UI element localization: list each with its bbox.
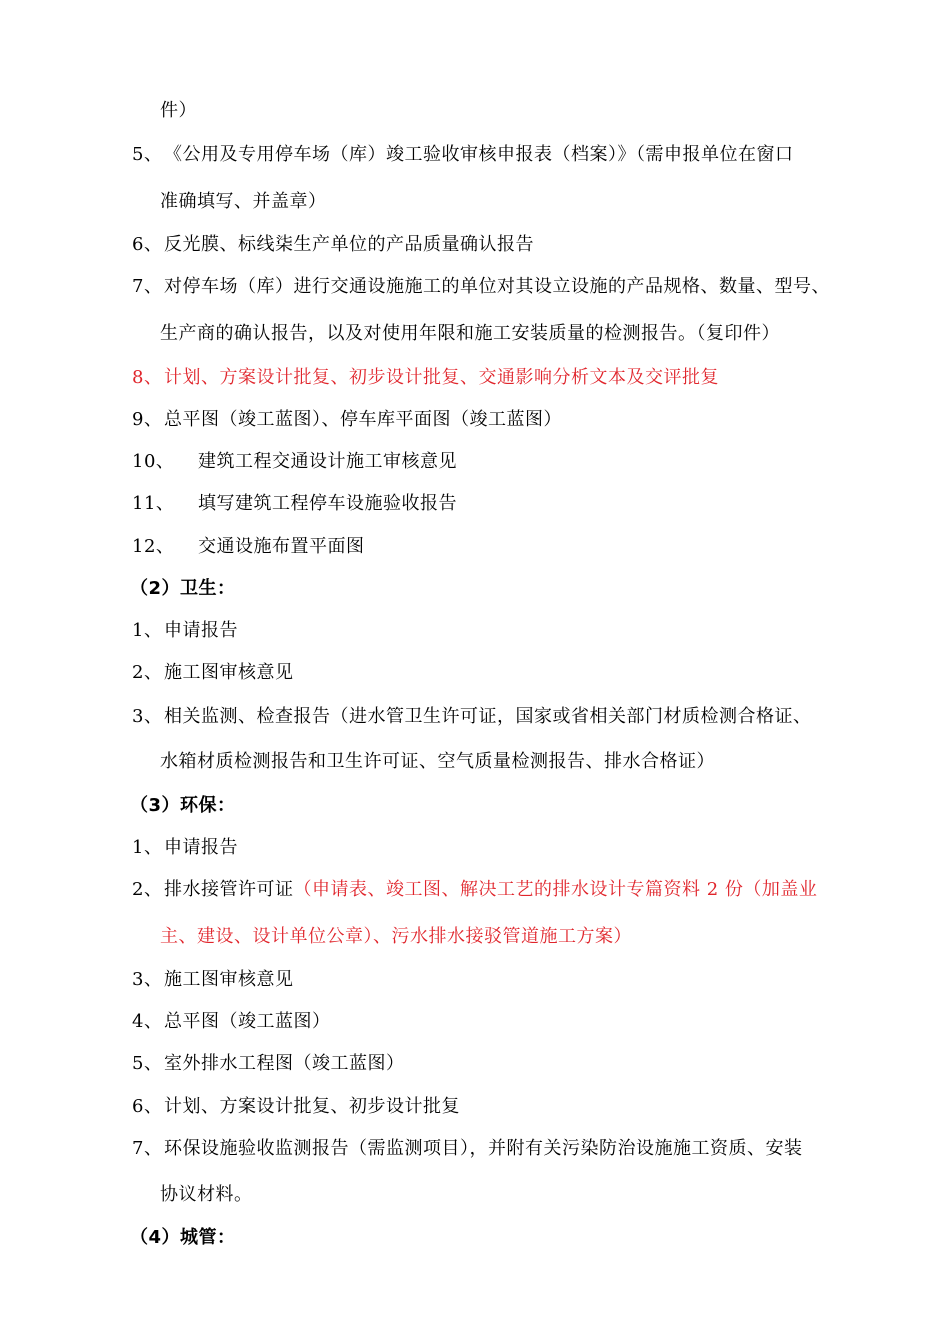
list-item-continuation (160, 190, 327, 214)
section-heading-environmental (130, 794, 236, 818)
list-item (132, 836, 238, 860)
item-note-highlighted: （申请表、竣工图、解决工艺的排水设计专篇资料 2 份（加盖业 (293, 879, 818, 900)
heading-text: （3）环保： (130, 795, 236, 816)
item-number: 12、 (132, 536, 175, 557)
list-item-continuation (160, 750, 715, 774)
item-number: 11、 (132, 493, 175, 514)
item-text: 建筑工程交通设计施工审核意见 (198, 451, 457, 472)
list-item (132, 661, 294, 685)
item-text: 总平图（竣工蓝图） (164, 1011, 331, 1032)
item-number: 3、 (132, 706, 163, 727)
item-text: 总平图（竣工蓝图）、停车库平面图（竣工蓝图） (164, 409, 562, 430)
heading-text: （2）卫生： (130, 578, 236, 599)
section-heading-health (130, 577, 236, 601)
list-item (132, 705, 812, 729)
item-number: 5、 (132, 144, 163, 165)
item-number: 5、 (132, 1053, 163, 1074)
list-item-continuation (160, 1183, 253, 1207)
item-number: 8、 (132, 367, 163, 388)
item-number: 6、 (132, 234, 163, 255)
item-text: 环保设施验收监测报告（需监测项目），并附有关污染防治设施施工资质、安装 (164, 1138, 803, 1159)
item-text: 室外排水工程图（竣工蓝图） (164, 1053, 405, 1074)
item-text: 《公用及专用停车场（库）竣工验收审核申报表（档案）》（需申报单位在窗口 (164, 144, 794, 165)
list-item (132, 619, 238, 643)
item-number: 2、 (132, 662, 163, 683)
item-text: 件） (160, 100, 197, 121)
list-item (132, 535, 365, 559)
item-text: 施工图审核意见 (164, 662, 294, 683)
item-text: 施工图审核意见 (164, 969, 294, 990)
item-text: 对停车场（库）进行交通设施施工的单位对其设立设施的产品规格、数量、型号、 (164, 276, 830, 297)
item-number: 1、 (132, 837, 163, 858)
list-item (132, 408, 562, 432)
item-text: 填写建筑工程停车设施验收报告 (198, 493, 457, 514)
item-text: 准确填写、并盖章） (160, 191, 327, 212)
list-item (132, 878, 817, 902)
item-number: 7、 (132, 276, 163, 297)
list-item (132, 968, 294, 992)
list-item (132, 492, 457, 516)
list-item-continuation (160, 99, 197, 123)
item-text: 计划、方案设计批复、初步设计批复、交通影响分析文本及交评批复 (164, 367, 719, 388)
item-text: 申请报告 (164, 620, 238, 641)
item-number: 10、 (132, 451, 175, 472)
item-text: 计划、方案设计批复、初步设计批复 (164, 1096, 460, 1117)
list-item-continuation (160, 322, 780, 346)
list-item (132, 143, 794, 167)
heading-text: （4）城管： (130, 1227, 236, 1248)
item-note-highlighted: 主、建设、设计单位公章）、污水排水接驳管道施工方案） (160, 926, 632, 947)
item-number: 4、 (132, 1011, 163, 1032)
item-text: 生产商的确认报告，以及对使用年限和施工安装质量的检测报告。（复印件） (160, 323, 780, 344)
list-item (132, 450, 457, 474)
list-item (132, 1095, 460, 1119)
item-text: 交通设施布置平面图 (198, 536, 365, 557)
list-item (132, 275, 830, 299)
list-item-continuation-highlighted (160, 925, 632, 949)
list-item (132, 1137, 803, 1161)
item-text: 反光膜、标线柒生产单位的产品质量确认报告 (164, 234, 534, 255)
item-text: 相关监测、检查报告（进水管卫生许可证，国家或省相关部门材质检测合格证、 (164, 706, 812, 727)
item-number: 3、 (132, 969, 163, 990)
list-item (132, 1010, 331, 1034)
item-number: 9、 (132, 409, 163, 430)
item-text: 协议材料。 (160, 1184, 253, 1205)
item-text: 水箱材质检测报告和卫生许可证、空气质量检测报告、排水合格证） (160, 751, 715, 772)
item-number: 7、 (132, 1138, 163, 1159)
list-item (132, 233, 534, 257)
list-item (132, 1052, 405, 1076)
item-text: 排水接管许可证 (164, 879, 294, 900)
item-text: 申请报告 (164, 837, 238, 858)
item-number: 2、 (132, 879, 163, 900)
item-number: 6、 (132, 1096, 163, 1117)
section-heading-urban-management (130, 1226, 236, 1250)
item-number: 1、 (132, 620, 163, 641)
list-item-highlighted (132, 366, 719, 390)
